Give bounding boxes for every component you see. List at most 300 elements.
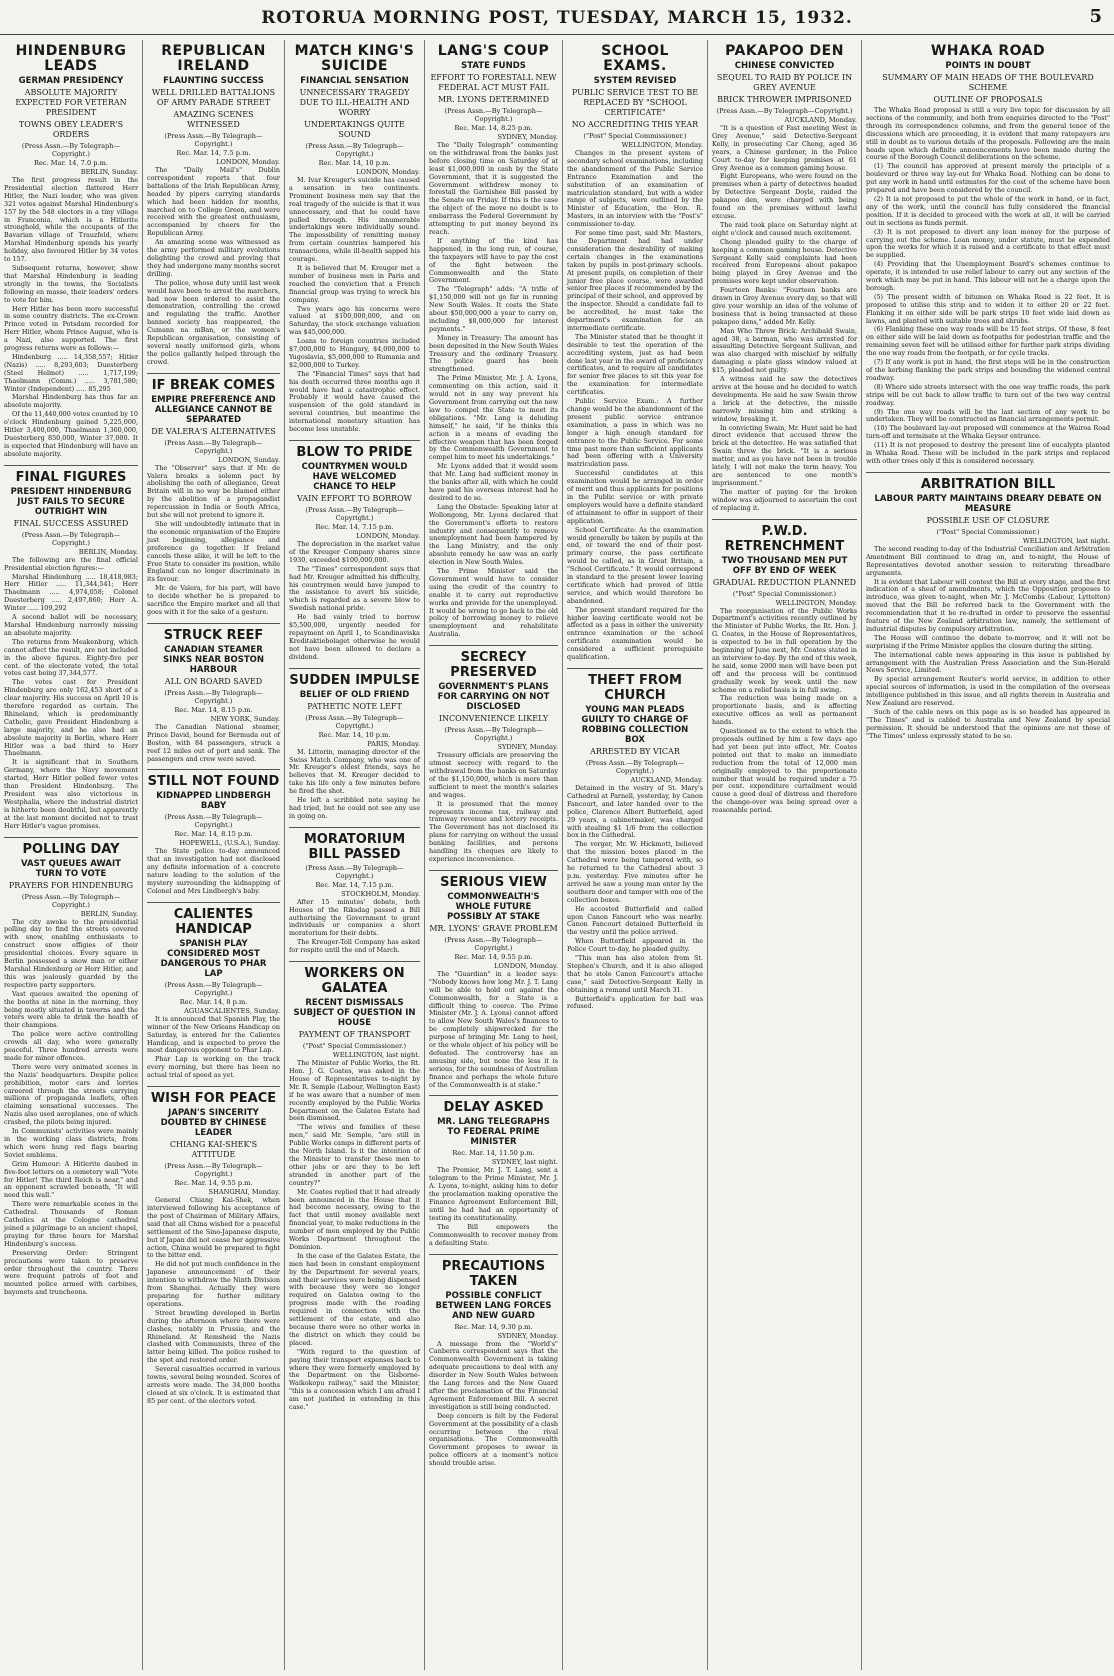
paragraph: Man Who Threw Brick: Archibald Swain, aged 38, a barman, who was arrested for assaulting Detective Sergeant Sullivan, and was also charged with mischief by wilfully damaging a plate glass window valued at $15, pleaded not guilty. xyxy=(712,326,857,375)
subheadline: GRADUAL REDUCTION PLANNED xyxy=(712,577,857,587)
article xyxy=(866,472,1110,741)
paragraph: Two years ago his concerns were valued at $100,000,000, and on Saturday, the stock exchange valuation was $45,000,000. xyxy=(289,304,420,337)
divider xyxy=(147,902,280,903)
paragraph: Mr. de Valera, for his part, will have to decide whether he is prepared to sacrifice the Empire market and all that goes with it for the sake of a gesture. xyxy=(147,584,280,616)
paragraph: Subsequent returns, however, show that Marshal Hindenburg is leading strongly in the towns, the Socialists following en masse, their leaders' orders to vote for him. xyxy=(4,263,138,304)
masthead xyxy=(0,0,1114,35)
article xyxy=(567,44,703,662)
press-credit: (Press Assn.—By Telegraph—Copyright.) xyxy=(164,1162,263,1179)
subheadline: STATE FUNDS xyxy=(461,61,526,71)
paragraph: The international cable news appearing in this issue is published by arrangement with the Australian Press Association and the Sun-Herald News Service, Limited. xyxy=(866,650,1110,675)
paragraph: A witness said he saw the detectives arrive at the house and he decided to watch developments. He said he saw Swain throw a brick at the detective, the missile narrowly missing him and striking a window, breaking it. xyxy=(712,375,857,423)
dateline: WELLINGTON, Monday. xyxy=(775,598,857,607)
article-body xyxy=(712,608,857,816)
article xyxy=(712,44,857,513)
press-credit: (Press Assn.—By Telegraph—Copyright.) xyxy=(164,813,263,830)
article xyxy=(289,827,420,955)
subheadline: UNDERTAKINGS QUITE SOUND xyxy=(304,120,405,139)
paragraph: It is announced that Spanish Play, the winner of the New Orleans Handicap on Saturday, is entered for the Calientes Handicap, and is expected to prove the most dangerous opponent to Phar Lap. xyxy=(147,1014,280,1055)
paragraph: The depreciation in the market value of the Kreuger Company shares since 1930, exceeded $100,000,000. xyxy=(289,540,420,564)
press-credit: (Press Assn.—By Telegraph—Copyright.) xyxy=(305,863,404,880)
article-body xyxy=(4,177,138,459)
divider xyxy=(147,373,280,374)
article-body xyxy=(147,848,280,895)
dateline: AGUASCALIENTES, Sunday. xyxy=(184,1006,280,1015)
paragraph: The Whaka Road proposal is still a very live topic for discussion by all sections of the community, and both from enquiries directed to the "Post" through its correspondence columns, and from the general tenor of the discussions which are proceeding, it is evident that many ratepayers are still in doubt as to various details of the proposals. Following are the main heads upon which definite announcements have been made during the course of the Borough Council deliberations on the scheme. xyxy=(866,106,1110,162)
paragraph: Successful candidates at this examination would be arranged in order of merit and thus applicants for positions in the Public service or with private employers would have a definite standard of attainment to offer in support of their application. xyxy=(567,469,703,525)
paragraph: Marshal Hindenburg has thus far an absolute majority. xyxy=(4,393,138,410)
subheadline: TWO THOUSAND MEN PUT OFF BY END OF WEEK xyxy=(721,555,848,576)
dateline: SHANGHAI, Monday. xyxy=(208,1188,280,1197)
article xyxy=(147,373,280,617)
subheadline: SYSTEM REVISED xyxy=(593,76,677,86)
paragraph: Of the 11,440,000 votes counted by 10 o'clock Hindenburg gained 5,225,000, Hitler 3,400,000, Thaelmann 1,360,000, Duesterberg 850,000, Winter 37,000. It is expected that Hindenburg will have an absolute majority. xyxy=(4,410,138,458)
received-time: Rec. Mar. 14, 7.15 p.m. xyxy=(315,880,394,889)
paragraph: The votes cast for President Hindenburg are only 162,453 short of a clear majority. His success on April 10 is therefore regarded as certain. The Rhineland, which is predominantly Catholic, gave President Hindenburg a large majority, and he also had an absolute majority in Berlin, where Herr Hitler was a bad third to Herr Thaelmann. xyxy=(4,678,138,758)
article-body xyxy=(147,465,280,617)
column-5 xyxy=(563,40,708,1670)
article xyxy=(147,1086,280,1406)
subheadline: CHIANG KAI-SHEK'S ATTITUDE xyxy=(169,1140,258,1160)
subheadline: POINTS IN DOUBT xyxy=(945,61,1031,71)
headline: STILL NOT FOUND xyxy=(147,774,280,790)
paragraph: The present standard required for the higher leaving certificate would not be affected as a pass in either the university entrance examination or the school certificate examination would be considered a sufficient prerequisite qualification. xyxy=(567,605,703,662)
headline: ARBITRATION BILL xyxy=(920,476,1056,492)
received-time: Rec. Mar. 14, 9.55 p.m. xyxy=(454,952,533,961)
paragraph: The reorganisation of the Public Works Department's activities recently outlined by the Minister of Public Works, the Rt. Hon. J. G. Coates, in the House of Representatives, is expected to be in full operation by the beginning of June next, Mr. Coates stated in an interview to-day. By the end of this week, he said, some 2000 men will have been put off and the process will be continued gradually week by week until the new scheme on a relief basis is in full swing. xyxy=(712,606,857,694)
subheadline: CANADIAN STEAMER SINKS NEAR BOSTON HARBOUR xyxy=(162,644,265,675)
dateline: PARIS, Monday. xyxy=(367,739,420,748)
divider xyxy=(429,1095,558,1096)
article-body xyxy=(429,142,558,639)
headline: STRUCK REEF xyxy=(163,627,264,643)
column-7 xyxy=(862,40,1114,1670)
paragraph: Butterfield's application for bail was refused. xyxy=(567,994,703,1011)
paragraph: (11) It is not proposed to destroy the present line of eucalypts planted in Whaka Road. These will be included in the park strips and replaced with other trees only if this is considered necessary. xyxy=(866,441,1110,465)
dateline: STOCKHOLM, Monday. xyxy=(341,889,420,898)
paragraph: He did not put much confidence in the Japanese announcement of their intention to withdraw the Ninth Division from Shanghai. Actually they were preparing for further military operations. xyxy=(147,1260,280,1308)
paragraph: Herr Hitler has been more successful in some country districts. The ex-Crown Prince voted in Potsdam recorded for Herr Hitler, whom Prince August, who is a Nazi, also supported. The first progress returns were as follows:— xyxy=(4,304,138,353)
divider xyxy=(429,870,558,871)
paragraph: "This man has also stolen from St. Stephen's Church, and it is also alleged that he stole Canon Fancourt's attache case," said Detective-Sergeant Kelly in obtaining a remand until March 31. xyxy=(567,954,703,994)
paragraph: There were very animated scenes in the Nazis' headquarters. Despite police prohibition, motor cars and lorries careered through the streets carrying millions of propaganda leaflets, often claiming sensational successes. The Nazis also used aeroplanes, one of which crashed, the pilots being injured. xyxy=(4,1062,138,1127)
received-time: Rec. Mar. 14, 7.15 p.m. xyxy=(315,523,394,531)
subheadline: GERMAN PRESIDENCY xyxy=(18,76,124,86)
headline: FINAL FIGURES xyxy=(15,469,127,485)
subheadline: JAPAN'S SINCERITY DOUBTED BY CHINESE LEADER xyxy=(160,1108,267,1139)
subheadline: FINANCIAL SENSATION xyxy=(300,76,409,86)
press-credit: (Press Assn.—By Telegraph—Copyright.) xyxy=(21,530,121,547)
paragraph: Lang the Obstacle: Speaking later at Wollongong, Mr. Lyons declared that the Government's efforts to restore industry and consequently to remove unemployment had been hampered by the Lang Ministry, and the only absolute remedy he saw was an early election in New South Wales. xyxy=(429,502,558,567)
paragraph: Preserving Order: Stringent precautions were taken to preserve order throughout the country. There were frequent patrols of foot and mounted police armed with carbines, bayonets and truncheons. xyxy=(4,1248,138,1297)
subheadline: ABSOLUTE MAJORITY EXPECTED FOR VETERAN PRESIDENT xyxy=(15,88,127,117)
headline: LANG'S COUP xyxy=(437,43,550,59)
received-time: Rec. Mar. 14, 8.25 p.m. xyxy=(454,124,533,132)
paragraph: It is believed that M. Kreuger met a number of business men in Paris and reached the conviction that a French financial group was trying to wreck his company. xyxy=(289,263,420,304)
press-credit: ("Post" Special Commissioner.) xyxy=(936,527,1040,536)
article-body xyxy=(289,177,420,434)
article-body xyxy=(866,107,1110,466)
article-body xyxy=(289,749,420,821)
paragraph: If anything of the kind has happened, in the long run, of course, the taxpayers will have to pay the cost of the fight between the Commonwealth and the State Government. xyxy=(429,236,558,285)
subheadline: SPANISH PLAY CONSIDERED MOST DANGEROUS TO PHAR LAP xyxy=(160,938,267,979)
received-time: Rec. Mar. 14, 9.55 p.m. xyxy=(174,1179,253,1188)
paragraph: The following are the final official Presidential election figures:— xyxy=(4,555,138,572)
press-credit: (Press Assn.—By Telegraph—Copyright.) xyxy=(164,980,263,997)
received-time: Rec. Mar. 14, 10 p.m. xyxy=(318,159,391,167)
press-credit: (Press Assn.—By Telegraph—Copyright.) xyxy=(21,142,121,158)
subheadline: EFFORT TO FORESTALL NEW FEDERAL ACT MUST FAIL xyxy=(430,73,557,92)
article xyxy=(429,1095,558,1247)
article xyxy=(147,623,280,764)
subheadline: MR. LYONS' GRAVE PROBLEM xyxy=(429,923,558,933)
article xyxy=(147,902,280,1080)
dateline: NEW YORK, Sunday. xyxy=(210,714,280,723)
paragraph: For some time past, said Mr. Masters, the Department had had under consideration the desirability of making certain changes in the examinations taken by pupils in post-primary schools. At present pupils, on completion of their junior free place course, were awarded senior free places if recommended by the principal of their school, and approved by the inspector. Should a candidate fail to be accredited, he must take the department's examination for an intermediate certificate. xyxy=(567,229,703,332)
press-credit: (Press Assn.—By Telegraph—Copyright.) xyxy=(444,935,543,952)
subheadline: GOVERNMENT'S PLANS FOR CARRYING ON NOT DISCLOSED xyxy=(437,682,550,713)
divider xyxy=(289,668,420,669)
headline: POLLING DAY xyxy=(22,841,120,857)
article-body xyxy=(289,1060,420,1412)
article xyxy=(429,870,558,1090)
press-credit: (Press Assn.—By Telegraph—Copyright.) xyxy=(305,142,404,158)
press-credit: (Press Assn.—By Telegraph—Copyright.) xyxy=(164,438,263,455)
paragraph: (9) The one way roads will be the last section of any work to be undertaken. They will be constructed as financial arrangements permit. xyxy=(866,407,1110,424)
paragraph: The matter of paying for the broken window was adjourned to ascertain the cost of replacing it. xyxy=(712,487,857,512)
article-body xyxy=(4,919,138,1298)
subheadline: AMAZING SCENES WITNESSED xyxy=(173,110,254,129)
paragraph: (1) The council has approved at present merely the principle of a boulevard or three way lay-out for Whaka Road. Nothing can be done to put any work in hand until estimates for the cost of the scheme have been prepared and have been considered by the council. xyxy=(866,162,1110,195)
paragraph: Changes in the present system of secondary school examinations, including the abandonment of the Public Service Entrance Examination and the substitution of an examination of matriculation standard, but with a wider range of subjects, were outlined by the Minister of Education, the Hon. R. Masters, in an interview with the "Post's" commissioner to-day. xyxy=(567,149,703,229)
subheadline: WELL DRILLED BATTALIONS OF ARMY PARADE STREET xyxy=(151,88,276,107)
subheadline: DE VALERA'S ALTERNATIVES xyxy=(151,426,276,436)
subheadline: PAYMENT OF TRANSPORT xyxy=(298,1030,411,1040)
subheadline: INCONVENIENCE LIKELY xyxy=(438,714,549,724)
article xyxy=(4,837,138,1298)
dateline: SYDNEY, Monday. xyxy=(497,1331,558,1340)
column-2 xyxy=(143,40,285,1670)
paragraph: Questioned as to the extent to which the proposals outlined by him a few days ago had yet been put into effect, Mr. Coates pointed out that to make an immediate reduction from the total of 12,000 men originally employed to the proportionate number that would be required under a 75 per cent. expenditure curtailment would cause a good deal of distress and therefore the change-over was being spread over a reasonable period. xyxy=(712,727,857,815)
article xyxy=(147,44,280,367)
subheadline: SEQUEL TO RAID BY POLICE IN GREY AVENUE xyxy=(716,73,853,92)
paragraph: Grim Humour: A Hitlerite daubed in five-foot letters on a cemetery wall "Vote for Hitler! The third Reich is near," and an opponent scrawled beneath, "It will need this wall." xyxy=(4,1159,138,1200)
paragraph: The "Guardian" in a leader says: "Nobody knows how long Mr. J. T. Lang will be able to hold out against the Commonwealth, for a State is a difficult thing to coerce. The Prime Minister (Mr. J. A. Lyons) cannot afford to allow New South Wales's finances to be completely shipwrecked for the purpose of bringing Mr. Lang to heel, or the whole object of his policy will be defeated. The controversy has an amusing side, but none the less it is serious, for the soundness of Australian finance and perhaps the whole future of the Commonwealth is at stake." xyxy=(429,969,558,1089)
paragraph: Chong pleaded guilty to the charge of keeping a common gaming house. Detective Sergeant Kelly said complaints had been received from Europeans about pakapoo being played in Grey Avenue and the premises were kept under observation. xyxy=(712,237,857,286)
paragraph: In Communists' activities were mainly in the working class districts, from which were hung red flags bearing Soviet emblems. xyxy=(4,1127,138,1159)
subheadline: LABOUR PARTY MAINTAINS DREARY DEBATE ON MEASURE xyxy=(874,493,1102,514)
paragraph: Eight Europeans, who were found on the premises when a party of detectives headed by Detective Sergeant Doyle, raided the pakapoo den, were charged with being found on the premises without lawful excuse. xyxy=(712,172,857,220)
divider xyxy=(147,1086,280,1087)
paragraph: Money in Treasury: The amount has been deposited in the New South Wales Treasury and the ordinary Treasury. The police guard has been strengthened. xyxy=(429,333,558,374)
subheadline: CHINESE CONVICTED xyxy=(734,61,835,71)
headline: MATCH KING'S SUICIDE xyxy=(294,43,415,74)
article-body xyxy=(147,724,280,764)
paragraph: The "Daily Telegraph" commenting on the withdrawal from the banks just before closing time on Saturday of at least $1,000,000 in cash by the State Government, that it is suggested the Government withdrew money to forestall the Garnishee Bill passed by the Senate on Friday. If this is the case the object of the move no doubt is to embarrass the Federal Government by attempting to put money beyond its reach. xyxy=(429,141,558,236)
article-body xyxy=(567,785,703,1011)
article xyxy=(567,668,703,1011)
headline: WHAKA ROAD xyxy=(930,43,1046,59)
paragraph: Street brawling developed in Berlin during the afternoon where there were clashes, notably in Prussia, and the Rhineland. At Remsheid the Nazis clashed with Communists, three of the latter being killed. The police rushed to the spot and restored order. xyxy=(147,1308,280,1365)
headline: SERIOUS VIEW xyxy=(440,874,547,890)
paragraph: It is evident that Labour will contest the Bill at every stage, and the first indication of a sheaf of amendments, which the Opposition proposes to introduce, was given to-night, when Mr. J. McCombs (Labour, Lyttelton) moved that the Bill be referred back to the Government with the recommendation that it be re-drafted in order to preserve the essential feature of the New Zealand arbitration law, namely, the settlement of industrial disputes by compulsory arbitration. xyxy=(866,577,1110,633)
press-credit: (Press Assn.—By Telegraph—Copyright.) xyxy=(164,688,263,705)
received-time: Rec. Mar. 14, 7.5 p.m. xyxy=(176,149,251,157)
received-time: Rec. Mar. 14, 7.0 p.m. xyxy=(34,159,108,167)
dateline: LONDON, Monday. xyxy=(216,158,280,166)
divider xyxy=(429,645,558,646)
dateline: AUCKLAND, Monday. xyxy=(630,776,703,784)
subheadline: UNNECESSARY TRAGEDY DUE TO ILL-HEALTH AND WORRY xyxy=(299,88,410,117)
paragraph: Detained in the vestry of St. Mary's Cathedral at Parnell, yesterday, by Canon Fancourt, and later handed over to the police, Clarence Albert Butterfield, aged 29 years, a cabinetmaker, was charged with stealing $1 1/6 from the collection box in the Cathedral. xyxy=(567,784,703,840)
article-body xyxy=(429,1167,558,1247)
received-time: Rec. Mar. 14, 8.15 p.m. xyxy=(174,830,253,839)
divider xyxy=(866,472,1110,473)
article-body xyxy=(429,1341,558,1469)
paragraph: Such of the cable news on this page as is so headed has appeared in "The Times" and is cabled to Australia and New Zealand by special permission. It should be understood that the opinions are not those of "The Times" unless expressly stated to be so. xyxy=(866,708,1110,740)
paragraph: General Chiang Kai-Shek, when interviewed following his acceptance of the post of Chairman of Military Affairs, said that all China wished for a peaceful settlement of the Sino-Japanese dispute, but if Japan did not cease her aggressive action, China would be prepared to fight to the bitter end. xyxy=(147,1196,280,1260)
paragraph: The reduction was being made on a proportionate basis, and is affecting executive offices as well as permanent hands. xyxy=(712,694,857,727)
received-time: Rec. Mar. 14, 11.50 p.m. xyxy=(452,1149,535,1158)
paragraph: "It is a question of Fast meeting West in Grey Avenue," said Detective-Sergeant Kelly, in prosecuting Car Cheng, aged 36 years, a Chinese gardener, in the Police Court to-day for keeping premises at 61 Grey Avenue as a common gaming house. xyxy=(712,124,857,172)
paragraph: The Prime Minister, Mr. J. A. Lyons, commenting on this action, said it would not in any way prevent his Government from carrying out the new law to compel the State to meet its obligations. "Mr. Lang is deluding himself," he said, "if he thinks this action is a means of evading the effective weapon that has been forged by the Commonwealth Government to compel him to meet his undertakings." xyxy=(429,374,558,462)
dateline: WELLINGTON, Monday. xyxy=(621,141,703,149)
received-time: Rec. Mar. 14, 8 p.m. xyxy=(179,997,248,1006)
paragraph: (7) If any work is put in hand, the first steps will be in the construction of the kerbing flanking the park strips and bounding the widened central roadway. xyxy=(866,358,1110,382)
paragraph: The raid took place on Saturday night at eight o'clock and caused much excitement. xyxy=(712,220,857,237)
subheadline: PRESIDENT HINDENBURG JUST FAILS TO SECURE OUTRIGHT WIN xyxy=(10,486,132,517)
paragraph: The police were active controlling crowds all day, who were generally peaceful. Three hundred arrests were made for minor offences. xyxy=(4,1030,138,1062)
paragraph: School Certificate: As the examination would generally be taken by pupils at the end, or toward the end of their post-primary course, the pass certificate would be called, as in Great Britain, a "School Certificate." It would correspond in standard to the present lower leaving certificate which had proved of little service, and which would therefore be abandoned. xyxy=(567,525,703,605)
article-body xyxy=(289,541,420,662)
article-body xyxy=(147,1197,280,1406)
paragraph: (5) The present width of bitumen on Whaka Road is 22 feet. It is proposed to utilise this strip and to widen it to either 20 or 22 feet. Flanking it on either side will be park strips 10 feet wide laid down as lawns, and planted with suitable trees and shrubs. xyxy=(866,292,1110,325)
paragraph: It is presumed that the money represents income tax, railway and tramway revenue and lottery receipts. The Government has not disclosed its plans for carrying on without the usual banking facilities, and persons handling its cheques are likely to experience inconvenience. xyxy=(429,799,558,863)
subheadline: SUMMARY OF MAIN HEADS OF THE BOULEVARD SCHEME xyxy=(882,73,1094,92)
paragraph: Several casualties occurred in various towns, several being wounded. Scores of arrests were made. The 34,000 booths closed at six o'clock. It is estimated that 85 per cent. of the electors voted. xyxy=(147,1365,280,1405)
subheadline: MR. LANG TELEGRAPHS TO FEDERAL PRIME MINISTER xyxy=(437,1117,550,1148)
headline: MORATORIUM BILL PASSED xyxy=(303,831,406,862)
article-body xyxy=(429,971,558,1090)
column-6 xyxy=(708,40,862,1670)
paragraph: The "Daily Mail's" Dublin correspondent reports that four battalions of the Irish Republican Army, headed by pipers carrying standards which had been hidden for months, marched on to College Green, and were received with the greatest enthusiasm, accompanied by cheers for the Republican Army. xyxy=(147,166,280,238)
paragraph: (6) Flanking these one way roads will be 15 feet strips. Of these, 8 feet on either side will be laid down as footpaths for pedestrian traffic and the remaining seven feet will be utilised either for further park strips dividing the one way roads from the footpath, or for cycle tracks. xyxy=(866,325,1110,358)
headline: PRECAUTIONS TAKEN xyxy=(441,1258,546,1289)
divider xyxy=(567,668,703,669)
press-credit: (Press Assn.—By Telegraph—Copyright.) xyxy=(444,726,543,743)
paragraph: He left a scribbled note saying he had tried, but he could not see any use in going on. xyxy=(289,796,420,820)
dateline: WELLINGTON, last night. xyxy=(1022,536,1110,545)
paragraph: Phar Lap is working on the track every morning, but there has been no actual trial of speed as yet. xyxy=(147,1055,280,1080)
paragraph: The verger, Mr. W. Hickmott, believed that the mission boxes placed in the Cathedral were being tampered with, so he returned to the Cathedral about 3 p.m. yesterday. Five minutes after he arrived he saw a young man enter by the southern door and tamper with one of the collection boxes. xyxy=(567,840,703,904)
received-time: Rec. Mar. 14, 8.15 p.m. xyxy=(174,705,253,714)
press-credit: ("Post" Special Commissioner.) xyxy=(732,589,837,598)
dateline: SYDNEY, last night. xyxy=(491,1158,558,1167)
subheadline: YOUNG MAN PLEADS GUILTY TO CHARGE OF ROBBING COLLECTION BOX xyxy=(581,705,689,745)
paragraph: The Minister stated that he thought it desirable to test the operation of the accrediting system, just as had been done last year in the award of proficiency certificates, and to require all candidates for senior free places to sit this year for the examination for intermediate certificates. xyxy=(567,332,703,397)
paragraph: The police, whose duty until last week would have been to arrest the marchers, had now been ordered to assist the demonstration, controlling the crowd and regulating the traffic. Another banned society has reappeared, the Cumann na mBan, or the women's Republican organisation, consisting of several neatly uniformed girls, whom the police gallantly helped through the crowd. xyxy=(147,278,280,366)
paragraph: The "Observer" says that if Mr. de Valera breaks a solemn pact by abolishing the oath of allegiance, Great Britain will in no way be blamed either by the abolition of a propagandist repercussion in India or South Africa, but she will not pretend to ignore it. xyxy=(147,463,280,520)
article-body xyxy=(289,899,420,955)
headline: SECRECY PRESERVED xyxy=(450,650,537,681)
subheadline: VAIN EFFORT TO BORROW xyxy=(297,494,412,503)
article-body xyxy=(567,150,703,662)
press-credit: ("Post" Special Commissioner.) xyxy=(583,132,687,140)
paragraph: In the case of the Galatea Estate, the men had been in constant employment by the Department for several years, and their services were being dispensed with because they were no longer required on Galatea owing to the progress made with the roading required in connection with the settlement of the estate, and also because there were no other works in the district on which they could be placed. xyxy=(289,1251,420,1347)
article-body xyxy=(866,546,1110,741)
press-credit: (Press Assn.—By Telegraph—Copyright.) xyxy=(444,107,543,123)
paragraph: A second ballot will be necessary, Marshal Hindenburg narrowly missing an absolute majority. xyxy=(4,613,138,637)
paragraph: She will undoubtedly intimate that in the economic organisation of the Empire just beginning, allegiance and preference go together. If Ireland cancels these alike, it will be left to the Free State to consider its position, while England can no longer discriminate in its favour. xyxy=(147,520,280,584)
dateline: BERLIN, Sunday. xyxy=(80,909,138,918)
paragraph: He accosted Butterfield and called upon Canon Fancourt who was nearby. Canon Fancourt detained Butterfield in the vestry until the police arrived. xyxy=(567,904,703,937)
paragraph: Treasury officials are preserving the utmost secrecy with regard to the withdrawal from the banks on Saturday of the $1,150,000, which is more than sufficient to meet the month's salaries and wages. xyxy=(429,751,558,799)
dateline: LONDON, Monday. xyxy=(356,168,420,176)
subheadline: KIDNAPPED LINDBERGH BABY xyxy=(156,791,271,812)
subheadline: MR. LYONS DETERMINED xyxy=(437,95,550,104)
subheadline: NO ACCREDITING THIS YEAR xyxy=(571,120,699,129)
headline: P.W.D. RETRENCHMENT xyxy=(724,523,845,554)
paragraph: By special arrangement Reuter's world service, in addition to other special sources of information, is used in the compilation of the overseas intelligence published in this issue, and all rights therein in Australia and New Zealand are reserved. xyxy=(866,675,1110,708)
paragraph: An amazing scene was witnessed as the army performed military evolutions delighting the crowd and proving that they had undergone many months secret drilling. xyxy=(147,238,280,278)
paragraph: Public Service Exam.: A further change would be the abandonment of the present public service entrance examination, a pass in which was no longer a high enough standard for entrance to the Public Service. For some time past more than sufficient applicants had been offering with a University matriculation pass. xyxy=(567,397,703,469)
paragraph: The first progress result in the Presidential election flattered Herr Hitler, the Nazi leader, who was given 321 votes against Marshal Hindenburg's 157 by the 548 electors in a tiny village in Franconia, which is a Hitlerite stronghold, while the occupants of the Bavarian village of Trauzfeld, where Marshal Hindenburg spends his yearly holiday, also favoured Hitler by 34 votes to 157. xyxy=(4,176,138,264)
paragraph: "The wives and families of these men," said Mr. Semple, "are still in Public Works camps in different parts of the North Island. Is it the intention of the Minister to transfer these men to other jobs or are they to be left stranded in another part of the country?" xyxy=(289,1123,420,1187)
paragraph: The returns from Meakenburg, which cannot affect the result, are not included in the above figures. Eighty-five per cent. of the electorate voted, the total votes cast being 37,344,577. xyxy=(4,637,138,678)
subheadline: FLAUNTING SUCCESS xyxy=(163,76,264,86)
paragraph: Fourteen Banks: "Fourteen banks are drawn in Grey Avenue every day, so that will give your worship an idea of the volume of business that is being transacted at these pakapoo dens," added Mr. Kelly. xyxy=(712,286,857,326)
press-credit: (Press Assn.—By Telegraph—Copyright.) xyxy=(585,759,685,775)
paragraph: In convicting Swain, Mr. Hunt said he had direct evidence that accused threw the brick at the detective. He was satisfied that Swain threw the brick. "It is a serious matter, and as you have not been in trouble lately, I will not make the term heavy. You are sentenced to one month's imprisonment." xyxy=(712,423,857,487)
subheadline: RECENT DISMISSALS SUBJECT OF QUESTION IN HOUSE xyxy=(293,998,416,1029)
article-body xyxy=(429,752,558,864)
dateline: LONDON, Monday. xyxy=(494,961,558,970)
press-credit: (Press Assn.—By Telegraph—Copyright.) xyxy=(305,713,404,730)
dateline: AUCKLAND, Monday. xyxy=(784,116,857,124)
dateline: SYDNEY, Monday. xyxy=(497,743,558,752)
press-credit: (Press Assn.—By Telegraph—Copyright.) xyxy=(305,506,404,522)
subheadline: COUNTRYMEN WOULD HAVE WELCOMED CHANCE TO HELP xyxy=(301,462,408,492)
paragraph: The "Financial Times" says that had his death occurred three months ago it would have had a catastrophic effect. Probably it would have caused the suspension of the gold standard in several countries, but meantime the international monetary situation has become less unstable. xyxy=(289,369,420,434)
headline: WISH FOR PEACE xyxy=(150,1091,277,1107)
article xyxy=(289,668,420,821)
divider xyxy=(147,769,280,770)
headline: REPUBLICAN IRELAND xyxy=(161,43,266,74)
headline: IF BREAK COMES xyxy=(151,377,276,393)
paragraph: The State police to-day announced that an investigation had not disclosed any definite information of a concrete nature leading to the solution of the mystery surrounding the kidnapping of Colonel and Mrs Lindbergh's baby. xyxy=(147,847,280,895)
subheadline: BRICK THROWER IMPRISONED xyxy=(717,95,852,104)
column-3 xyxy=(285,40,425,1670)
press-credit: (Press Assn.—By Telegraph—Copyright.) xyxy=(716,107,853,115)
subheadline: POSSIBLE CONFLICT BETWEEN LANG FORCES AND NEW GUARD xyxy=(435,1290,552,1321)
press-credit: (Press Assn.—By Telegraph—Copyright.) xyxy=(21,892,121,909)
article-body xyxy=(147,1016,280,1080)
paragraph: (10) The boulevard lay-out proposed will commence at the Wairoa Road turn-off and terminate at the Whaka Geyser entrance. xyxy=(866,424,1110,441)
paragraph: After 15 minutes' debate, both Houses of the Riksdag passed a Bill authorising the Government to grant individuals or companies a short moratorium for their debts. xyxy=(289,897,420,938)
paragraph: Hindenburg ..... 14,358,557; Hitler (Nazis) ..... 8,293,603; Duesterberg (Steel Helmet) ..... 1,717,199; Thaelmann (Comm.) ..... 3,781,580; Winter (Independent) ..... 85,295 xyxy=(4,352,138,393)
headline: BLOW TO PRIDE xyxy=(296,445,413,460)
article xyxy=(289,44,420,434)
headline: WORKERS ON GALATEA xyxy=(304,966,405,997)
paragraph: Deep concern is felt by the Federal Government at the possibility of a clash occurring between the rival organisations. The Commonwealth Government proposes to swear in police officers at a moment's notice should trouble arise. xyxy=(429,1411,558,1468)
article xyxy=(4,44,138,459)
subheadline: COMMONWEALTH'S WHOLE FUTURE POSSIBLY AT STAKE xyxy=(446,891,541,922)
headline: CALIENTES HANDICAP xyxy=(173,906,254,937)
subheadline: POSSIBLE USE OF CLOSURE xyxy=(926,515,1050,525)
paragraph: Marshal Hindenburg ..... 18,418,983; Herr Hitler ..... 11,344,541; Herr Thaelmann ..... 4,974,058; Colonel Duesterberg ..... 2,497,860; Herr A. Winter ..... 109,292 xyxy=(4,572,138,613)
subheadline: BELIEF OF OLD FRIEND xyxy=(299,689,410,700)
subheadline: PATHETIC NOTE LEFT xyxy=(307,701,402,711)
paragraph: The Minister of Public Works, the Rt. Hon. J. G. Coates, was asked in the House of Representatives to-night by Mr. R. Semple (Labour, Wellington East) if he was aware that a number of men recently employed by the Public Works Department on the Galatea Estate had been dismissed. xyxy=(289,1059,420,1123)
subheadline: EMPIRE PREFERENCE AND ALLEGIANCE CANNOT BE SEPARATED xyxy=(151,394,276,425)
paragraph: Mr. Coates replied that it had already been announced in the House that it had become necessary, owing to the fact that until money available next financial year, to make reductions in the number of men employed by the Public Works Department throughout the Dominion. xyxy=(289,1187,420,1251)
paragraph: The city awoke to the presidential polling day to find the streets covered with snow, enabling enthusiasts to construct snow effigies of their presidential choices. Every square in Berlin possessed a snow man or either Marshal Hindenburg or Herr Hitler, and this was jealously guarded by the respective party supporters. xyxy=(4,917,138,989)
dateline: LONDON, Monday. xyxy=(356,532,420,540)
dateline: HOPEWELL, (U.S.A.), Sunday. xyxy=(179,839,280,848)
paragraph: (3) It is not proposed to divert any loan money for the purpose of carrying out the scheme. Loan money, under statute, must be expended upon the works for which it is raised and a certificate to that effect must be supplied. xyxy=(866,227,1110,260)
paragraph: The House will continue the debate to-morrow, and it will not be surprising if the Prime Minister applies the closure during the sitting. xyxy=(866,633,1110,650)
subheadline: TOWNS OBEY LEADER'S ORDERS xyxy=(18,120,124,139)
article xyxy=(289,961,420,1412)
received-time: Rec. Mar. 14, 9.30 p.m. xyxy=(454,1322,533,1331)
paragraph: The "Telegraph" adds: "A trifle of $1,150,000 will not go far in running New South Wales. It costs the State about $50,000,000 a year to carry on, including $8,000,000 for interest payments." xyxy=(429,285,558,333)
divider xyxy=(289,961,420,962)
paragraph: There were remarkable scenes in the Cathedral. Thousands of Roman Catholics at the Cologne cathedral joined a pilgrimage to an ancient chapel, praying for three hours for Marshal Hindenburg's success. xyxy=(4,1200,138,1248)
paragraph: Loans to foreign countries included $7,000,000 to Hungary, $4,000,000 to Yugoslavia, $5,000,000 to Rumania and $2,000,000 to Turkey. xyxy=(289,337,420,369)
paragraph: M. Ivar Kreuger's suicide has caused a sensation in two continents. Prominent business men say that the real tragedy of the suicide is that it was unnecessary, and that he could have pulled through. His innumerable undertakings were individually sound. The impossibility of remitting money from certain countries hampered his transactions, while ill-health sapped his courage. xyxy=(289,176,420,264)
headline: SCHOOL EXAMS. xyxy=(601,43,669,74)
article xyxy=(712,519,857,816)
column-1 xyxy=(0,40,143,1670)
divider xyxy=(4,465,138,466)
paragraph: M. Littorin, managing director of the Swiss Match Company, who was one of Mr. Kreuger's oldest friends, says he believes that M. Kreuger decided to take his life only a few minutes before he fired the shot. xyxy=(289,747,420,796)
page-number: 5 xyxy=(1089,6,1102,27)
article xyxy=(147,769,280,895)
subheadline: ALL ON BOARD SAVED xyxy=(164,676,263,686)
paragraph: The second reading to-day of the Industrial Conciliation and Arbitration Amendment Bill continued to drag on, and to-night, the House of Representatives devoted another session to reiterating threadbare arguments. xyxy=(866,544,1110,577)
received-time: Rec. Mar. 14, 10 p.m. xyxy=(318,730,391,739)
column-4 xyxy=(425,40,563,1670)
article xyxy=(429,645,558,864)
headline: PAKAPOO DEN xyxy=(725,43,844,59)
subheadline: VAST QUEUES AWAIT TURN TO VOTE xyxy=(21,858,121,879)
paragraph: "With regard to the question of paying their transport expenses back to where they were formerly employed by the Department on the Gisborne-Waikokopu railway," said the Minister, "this is a concession which I am afraid I am not justified in extending in this case." xyxy=(289,1347,420,1412)
paragraph: The Premier, Mr. J. T. Lang, sent a telegram to the Prime Minister, Mr. J. A. Lyons, to-night, asking him to defer the proclamation making operative the Finance Agreement Enforcement Bill, until he had had an opportunity of testing its constitutionality. xyxy=(429,1166,558,1222)
paragraph: Vast queues awaited the opening of the booths at nine in the morning, they being mostly situated in taverns and the voters were able to drink the health of their champions. xyxy=(4,989,138,1030)
dateline: WELLINGTON, last night. xyxy=(332,1051,420,1060)
article-body xyxy=(712,125,857,513)
subheadline: OUTLINE OF PROPOSALS xyxy=(933,95,1043,104)
article-body xyxy=(4,557,138,831)
paragraph: Mr. Lyons added that it would seem that Mr. Lang had sufficient money in the banks after all, with which he could have paid his overseas interest had he desired to do so. xyxy=(429,462,558,502)
divider xyxy=(429,1254,558,1255)
divider xyxy=(147,623,280,624)
dateline: BERLIN, Monday. xyxy=(78,547,138,556)
divider xyxy=(289,827,420,828)
press-credit: (Press Assn.—By Telegraph—Copyright.) xyxy=(164,132,263,148)
subheadline: FINAL SUCCESS ASSURED xyxy=(13,518,129,528)
article xyxy=(866,44,1110,466)
paragraph: (8) Where side streets intersect with the one way traffic roads, the park strips will be cut back to allow traffic to turn out of the two way central roadway. xyxy=(866,382,1110,407)
article xyxy=(429,44,558,639)
headline: SUDDEN IMPULSE xyxy=(289,672,420,688)
paragraph: The Kreuger-Toll Company has asked for respite until the end of March. xyxy=(289,938,420,955)
divider xyxy=(712,519,857,520)
article xyxy=(289,440,420,662)
press-credit: ("Post" Special Commissioner.) xyxy=(302,1042,407,1051)
headline: THEFT FROM CHURCH xyxy=(588,673,682,703)
dateline: LONDON, Sunday. xyxy=(218,455,280,464)
